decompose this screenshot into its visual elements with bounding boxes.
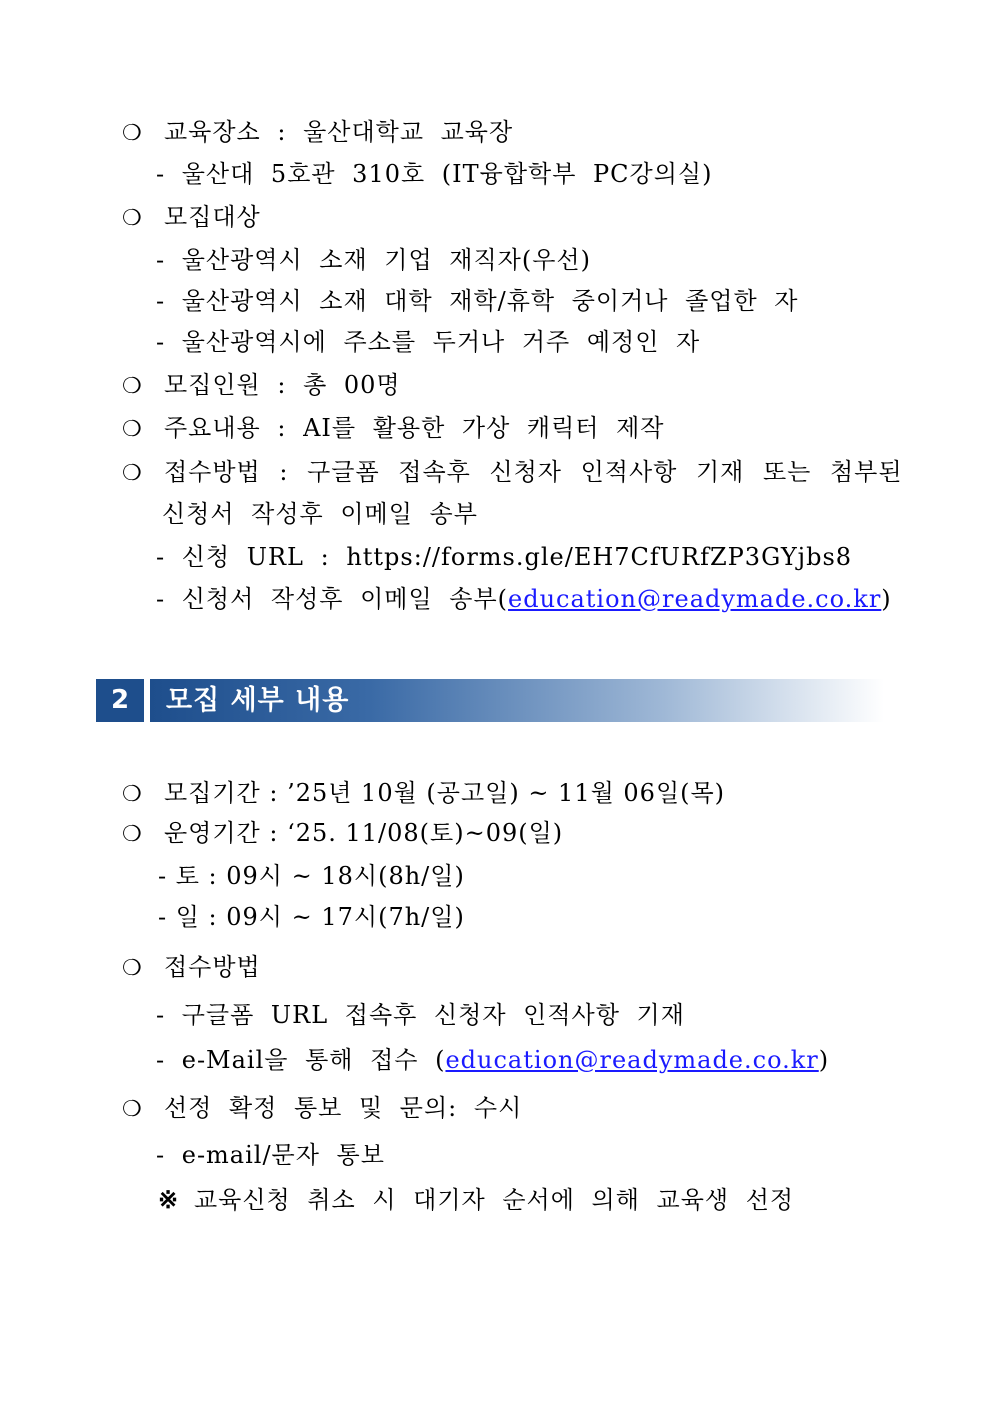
target-item: - 울산광역시 소재 기업 재직자(우선)	[156, 246, 591, 274]
recruit-period: 모집기간 : ’25년 10월 (공고일) ~ 11월 06일(목)	[164, 779, 726, 807]
email-link[interactable]: education@readymade.co.kr	[445, 1046, 819, 1074]
circle-bullet-icon: ❍	[122, 822, 143, 847]
section-number: 2	[96, 679, 144, 722]
section-header	[96, 679, 884, 722]
count-line	[122, 369, 401, 403]
circle-bullet-icon: ❍	[122, 1097, 143, 1122]
target-line	[122, 201, 261, 235]
count-label: 모집인원 : 총 00명	[164, 371, 401, 399]
content-line	[122, 412, 664, 446]
apply2-email-line	[156, 1044, 829, 1076]
circle-bullet-icon: ❍	[122, 121, 143, 146]
apply-email-prefix: - 신청서 작성후 이메일 송부(	[156, 585, 509, 613]
apply-label: 접수방법 : 구글폼 접속후 신청자 인적사항 기재 또는 첨부된	[164, 458, 903, 486]
target-item: - 울산광역시 소재 대학 재학/휴학 중이거나 졸업한 자	[156, 287, 799, 315]
content-label: 주요내용 : AI를 활용한 가상 캐릭터 제작	[164, 414, 665, 442]
notice-line	[122, 1092, 522, 1126]
place-line	[122, 116, 513, 150]
operation-line	[122, 817, 563, 851]
section-title: 모집 세부 내용	[166, 685, 350, 716]
circle-bullet-icon: ❍	[122, 374, 143, 399]
notice-item: - e-mail/문자 통보	[156, 1141, 385, 1169]
apply-email-suffix: )	[881, 585, 892, 613]
email-link[interactable]: education@readymade.co.kr	[508, 585, 882, 613]
apply-email-line	[156, 583, 892, 615]
target-label: 모집대상	[164, 203, 261, 231]
reference-mark-icon: ※	[158, 1185, 180, 1214]
operation-label: 운영기간 : ‘25. 11/08(토)~09(일)	[164, 819, 564, 847]
recruit-period-line	[122, 777, 725, 811]
operation-item: - 일 : 09시 ~ 17시(7h/일)	[158, 903, 465, 931]
apply-url: - 신청 URL : https://forms.gle/EH7CfURfZP3GYjbs8	[156, 543, 853, 571]
target-item: - 울산광역시에 주소를 두거나 거주 예정인 자	[156, 328, 701, 356]
place-label: 교육장소 : 울산대학교 교육장	[164, 118, 514, 146]
notice-label: 선정 확정 통보 및 문의: 수시	[164, 1094, 523, 1122]
apply2-email-suffix: )	[818, 1046, 830, 1074]
place-detail: - 울산대 5호관 310호 (IT융합학부 PC강의실)	[156, 160, 713, 188]
circle-bullet-icon: ❍	[122, 417, 143, 442]
note-line	[158, 1184, 794, 1216]
apply2-email-prefix: - e-Mail을 통해 접수 (	[156, 1046, 446, 1074]
apply2-label: 접수방법	[164, 953, 261, 981]
apply-line	[122, 456, 903, 490]
circle-bullet-icon: ❍	[122, 782, 143, 807]
apply2-line	[122, 951, 261, 985]
apply-label-cont: 신청서 작성후 이메일 송부	[162, 500, 478, 528]
circle-bullet-icon: ❍	[122, 956, 143, 981]
circle-bullet-icon: ❍	[122, 206, 143, 231]
circle-bullet-icon: ❍	[122, 461, 143, 486]
apply2-item: - 구글폼 URL 접속후 신청자 인적사항 기재	[156, 1001, 685, 1029]
note-text: 교육신청 취소 시 대기자 순서에 의해 교육생 선정	[194, 1186, 795, 1214]
operation-item: - 토 : 09시 ~ 18시(8h/일)	[158, 862, 465, 890]
